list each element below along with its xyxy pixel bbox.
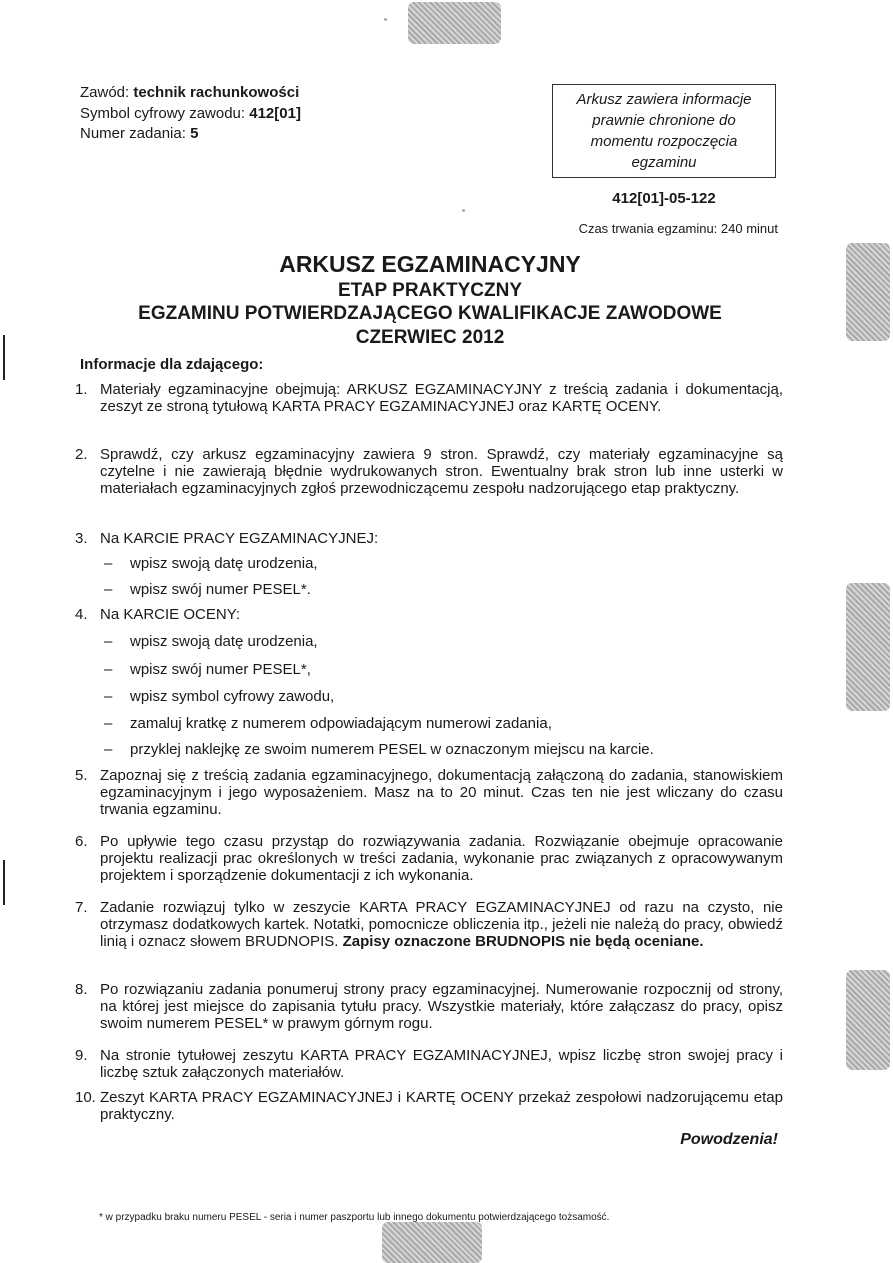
sub-item: [104, 715, 552, 732]
dash: –: [104, 715, 113, 732]
symbol-value: 412[01]: [249, 105, 301, 122]
watermark-seal-right-3: [846, 970, 890, 1070]
item-number: 8.: [75, 981, 88, 998]
sub-item: [104, 661, 311, 678]
good-luck-text: Powodzenia!: [680, 1131, 778, 1148]
instruction-item-1: [75, 381, 783, 415]
instruction-item-8: [75, 981, 783, 1032]
instruction-item-7: [75, 899, 783, 950]
item-text: Zapoznaj się z treścią zadania egzaminacyjnego, dokumentacją załączoną do zadania, stanowiskiem egzaminacyjnym i jego wyposażeniem. Masz na to 20 minut. Czas ten nie jest wliczany do czasu trwania egzaminu.: [100, 767, 783, 818]
instruction-item-9: [75, 1047, 783, 1081]
title-date: CZERWIEC 2012: [355, 327, 505, 348]
exam-code: 412[01]-05-122: [612, 190, 716, 207]
sub-item-text: wpisz symbol cyfrowy zawodu,: [130, 688, 335, 705]
title-exam: EGZAMINU POTWIERDZAJĄCEGO KWALIFIKACJE ZAWODOWE: [138, 303, 722, 324]
item-text: Zeszyt KARTA PRACY EGZAMINACYJNEJ i KARTĘ OCENY przekaż zespołowi nadzorującemu etap praktyczny.: [100, 1089, 783, 1123]
sub-item: [104, 581, 311, 598]
instruction-item-5: [75, 767, 783, 818]
instruction-item-2: [75, 446, 783, 497]
item-number: 1.: [75, 381, 88, 398]
item-text: Materiały egzaminacyjne obejmują: ARKUSZ EGZAMINACYJNY z treścią zadania i dokumentacją, zeszyt ze stroną tytułową KARTA PRACY EGZAMINACYJNEJ oraz KARTĘ OCENY.: [100, 381, 783, 415]
item-number: 10.: [75, 1089, 96, 1106]
watermark-seal-bottom: [382, 1222, 482, 1263]
watermark-seal-top: [408, 2, 501, 44]
item-number: 4.: [75, 606, 88, 623]
instruction-item-10: [75, 1089, 783, 1123]
item-text: Na stronie tytułowej zeszytu KARTA PRACY EGZAMINACYJNEJ, wpisz liczbę stron swojej pracy i liczbę sztuk załączonych materiałów.: [100, 1047, 783, 1081]
sub-item: [104, 741, 654, 758]
item-number: 2.: [75, 446, 88, 463]
scan-speck: [462, 209, 465, 212]
instruction-item-4: [75, 606, 783, 623]
protected-info-notice: [552, 84, 776, 178]
sub-item: [104, 633, 318, 650]
dash: –: [104, 661, 113, 678]
task-label: Numer zadania:: [80, 125, 191, 142]
dash: –: [104, 633, 113, 650]
item-number: 6.: [75, 833, 88, 850]
item-text: [100, 899, 783, 950]
instruction-item-3: [75, 530, 783, 547]
dash: –: [104, 555, 113, 572]
sub-item: [104, 688, 334, 705]
sub-item-text: wpisz swoją datę urodzenia,: [130, 555, 318, 572]
symbol-label: Symbol cyfrowy zawodu:: [80, 105, 250, 122]
sub-item-text: przyklej naklejkę ze swoim numerem PESEL w oznaczonym miejscu na karcie.: [130, 741, 654, 758]
item-text: Na KARCIE OCENY:: [100, 606, 241, 623]
task-value: 5: [190, 125, 199, 142]
sub-item-text: wpisz swój numer PESEL*.: [130, 581, 311, 598]
instruction-item-6: [75, 833, 783, 884]
item-number: 9.: [75, 1047, 88, 1064]
dash: –: [104, 581, 113, 598]
symbol-line: [80, 103, 301, 124]
sub-item-text: zamaluj kratkę z numerem odpowiadającym numerowi zadania,: [130, 715, 552, 732]
notice-text: Arkusz zawiera informacje prawnie chronione do momentu rozpoczęcia egzaminu: [576, 91, 752, 171]
sub-item-text: wpisz swój numer PESEL*,: [130, 661, 311, 678]
item-number: 3.: [75, 530, 88, 547]
item-text: Po upływie tego czasu przystąp do rozwiązywania zadania. Rozwiązanie obejmuje opracowanie projektu realizacji prac określonych w treści zadania, wykonanie prac związanych z opracowywanym projektem i sporządzenie dokumentacji z ich wykonania.: [100, 833, 783, 884]
item-number: 7.: [75, 899, 88, 916]
item-text-bold: Zapisy oznaczone BRUDNOPIS nie będą oceniane.: [342, 933, 704, 950]
item-number: 5.: [75, 767, 88, 784]
profession-line: [80, 82, 299, 103]
scan-speck: [384, 18, 387, 21]
sub-item: [104, 555, 318, 572]
title-main: ARKUSZ EGZAMINACYJNY: [279, 251, 581, 277]
exam-duration: Czas trwania egzaminu: 240 minut: [578, 221, 778, 236]
item-text: Po rozwiązaniu zadania ponumeruj strony pracy egzaminacyjnej. Numerowanie rozpocznij od strony, na której jest miejsce do zapisania tytułu pracy. Wszystkie materiały, które załączasz do pracy, opisz swoim numerem PESEL* w prawym górnym rogu.: [100, 981, 783, 1032]
dash: –: [104, 741, 113, 758]
title-stage: ETAP PRAKTYCZNY: [337, 280, 523, 301]
task-line: [80, 123, 198, 144]
item-text-regular: Zadanie rozwiązuj tylko w zeszycie KARTA PRACY EGZAMINACYJNEJ od razu na czysto, nie otrzymasz dodatkowych kartek. Notatki, pomocnicze obliczenia itp., jeżeli nie należą do pracy, obwiedź linią i oznacz słowem BRUDNOPIS.: [100, 899, 783, 950]
item-text: Na KARCIE PRACY EGZAMINACYJNEJ:: [100, 530, 379, 547]
watermark-seal-right-2: [846, 583, 890, 711]
profession-label: Zawód:: [80, 84, 134, 101]
sub-item-text: wpisz swoją datę urodzenia,: [130, 633, 318, 650]
pesel-footnote: * w przypadku braku numeru PESEL - seria i numer paszportu lub innego dokumentu potwierdzającego tożsamość.: [99, 1212, 610, 1223]
item-text: Sprawdź, czy arkusz egzaminacyjny zawiera 9 stron. Sprawdź, czy materiały egzaminacyjne są czytelne i nie zawierają błędnie wydrukowanych stron. Ewentualny brak stron lub inne usterki w materiałach egzaminacyjnych zgłoś przewodniczącemu zespołu nadzorującego etap praktyczny.: [100, 446, 783, 497]
info-heading: Informacje dla zdającego:: [80, 356, 264, 373]
margin-mark: [3, 860, 5, 905]
profession-value: technik rachunkowości: [133, 84, 300, 101]
dash: –: [104, 688, 113, 705]
